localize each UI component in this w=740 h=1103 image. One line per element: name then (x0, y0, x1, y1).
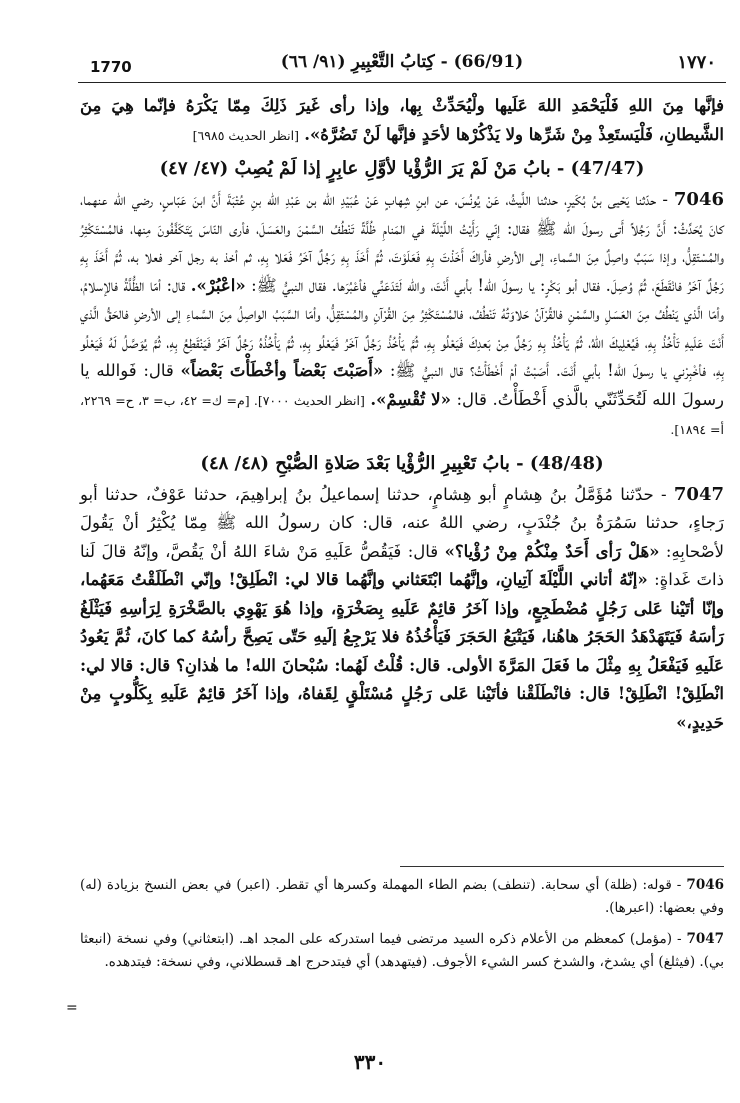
hadith-7046-quote-1: «اعْبُرْ». (190, 275, 246, 295)
hadith-7046-quote-2: «أَصَبْتَ بَعْضاً وأخْطَأْتَ بَعْضاً» (180, 361, 384, 380)
intro-reference: [انظر الحديث ٦٩٨٥] (192, 127, 299, 143)
hadith-number-7047: 7047 (673, 483, 725, 505)
footnote-text: - (مؤمل) كمعظم من الأعلام ذكره السيد مرتضى فيما استدركه على المجد اهـ. (ابتعثاني) وفي نسخة (انبعثا بي). (فيثلغ) أي يشدخ، والشدخ كسر الشيء الأجوف. (فيتهدهد) أي فيتدحرج اهـ قسطلاني، وفي نسخة: فيتدهده. (80, 931, 724, 970)
footnote-text: - قوله: (ظلة) أي سحابة. (تنطف) بضم الطاء المهملة وكسرها أي تقطر. (اعبر) في بعض النسخ بزيادة (له) وفي بعضها: (اعبرها). (80, 877, 724, 916)
hadith-7046-text-2: قال: أمّا الظُّلَّةُ فالإسلامُ، وأمّا الَّذي يَنْطُفُ مِنَ العَسَلِ والسَّمْنِ فالقُرْآنُ حَلاوَتُهُ تَنْطُفُ، فالمُسْتَكْثِرُ مِنَ القُرْآنِ والمُسْتَقِلُّ، وأمّا السَّبَبُ الواصِلُ مِنَ السَّماءِ إلى الأرضِ فالحَقُّ الَّذي أَنْتَ عَلَيهِ تَأْخُذُ بِهِ، فَيُعْلِيكَ اللهُ، ثُمَّ يَأْخُذُ بِهِ رَجُلٌ مِنْ بَعدِكَ فَيَعْلُو بِهِ، ثُمَّ يَأْخُذُ رَجُلٌ آخَرُ فَيَعْلُو بِهِ، ثُمَّ يَأْخُذُهُ رَجُلٌ آخَرُ فَيَنْقَطِعُ بِهِ، ثُمَّ يُوَصَّلُ لَهُ فَيَعْلُو بِهِ، فأخْبِرْني يا رسولَ الله! بأبي أَنْتَ. أَصَبْتُ أمْ أَخْطَأْتُ؟ قال النبيُّ ﷺ: (80, 275, 725, 380)
header-page-number-arabic: ١٧٧٠ (677, 52, 716, 73)
hadith-7046-reference: [انظر الحديث ٧٠٠٠]. [م= ك= ٤٢، ب= ٣، ح= ٢٢٦٩، أ= ١٨٩٤]. (80, 392, 724, 437)
footnote-number: 7046 (686, 877, 724, 893)
running-header (78, 38, 726, 86)
section-heading-48: (48/48) - بابُ تَعْبِيرِ الرُّؤْيا بَعْدَ صَلاةِ الصُّبْحِ (٤٨/ ٤٨) (200, 452, 604, 474)
page-number: ٣٣٠ (353, 1050, 387, 1074)
hadith-7047-quote-2: «إنّهُ أتاني اللَّيْلَةَ آتِيانِ، وإنَّهُما ابْتَعَثاني وإنَّهُما قالا لي: انْطَلِقْ! وإنّي انْطَلَقْتُ مَعَهُما، وإنّا أتَيْنا عَلى رَجُلٍ مُضْطَجِعٍ، وإذا آخَرُ قائِمٌ عَلَيهِ بِصَخْرَةٍ، وإذا هُوَ يَهْوِي بالصَّخْرَةِ لِرَأسِهِ فَيَثْلَغُ رَأسَهُ فَيَتَهَدْهَدُ الحَجَرُ هاهُنا، فَيَتْبَعُ الحَجَرَ فَيَأْخُذُهُ فلا يَرْجِعُ إلَيهِ حَتّى يَصِحَّ رأسُهُ كما كانَ، ثُمَّ يَعُودُ عَلَيهِ فَيَفْعَلُ بِهِ مِثْلَ ما فَعَلَ المَرَّةَ الأولى. قال: قُلْتُ لَهُما: سُبْحانَ الله! ما هٰذانِ؟ قال: قالا لي: انْطَلِقْ! انْطَلِقْ! قال: فانْطَلَقْنا فأتَيْنا عَلى رَجُلٍ مُسْتَلْقٍ لِقَفاهُ، وإذا آخَرُ قائِمٌ عَلَيهِ بِكَلُّوبٍ مِنْ حَدِيدٍ،» (80, 570, 724, 732)
footnotes (80, 874, 724, 982)
hadith-7046 (80, 186, 724, 445)
hadith-7046-text-3: قال: فَوالله يا رسولَ الله لَتُحَدِّثَنّي بالَّذي أَخْطَأْتُ. قال: (80, 361, 725, 409)
footnote-7047 (80, 928, 724, 974)
header-rule (78, 82, 726, 83)
intro-paragraph (80, 92, 724, 150)
section-heading-47: (47/47) - بابُ مَنْ لَمْ يَرَ الرُّؤْيا لأوَّلِ عابِرٍ إذا لَمْ يُصِبْ (٤٧/ ٤٧) (159, 158, 645, 179)
hadith-7047-text-2: قال: فَيَقُصُّ عَلَيهِ مَنْ شاءَ اللهُ أنْ يَقُصَّ، وإنّهُ قالَ لَنا ذاتَ غَداةٍ: (80, 541, 724, 589)
hadith-7047 (80, 481, 724, 738)
hadith-7047-quote-1: «هَلْ رَأى أَحَدٌ مِنْكُمْ مِنْ رُؤْيا؟» (444, 541, 660, 561)
hadith-7046-text: - حدّثنا يَحْيى بنُ بُكَيرٍ، حدثنا اللَّيثُ، عَنْ يُونُسَ، عن ابنِ شِهابٍ عَنْ عُبَيْدِ الله بن عَبْدِ الله بنِ عُتْبَةَ أَنَّ ابنَ عَبّاسٍ، رضي الله عنهما، كانَ يُحَدِّثُ: أَنَّ رَجُلاً أَتى رسولَ الله ﷺ فقال: إنّي رَأَيْتُ اللَّيْلَةَ في المَنامِ ظُلَّةً تَنْطُفُ السَّمْنَ والعَسَلَ، فأرى النّاسَ يَتَكَفَّفُونَ مِنها، فالمُسْتَكْثِرُ والمُسْتَقِلُّ، وإذا سَبَبٌ واصِلٌ مِنَ السَّماءِ، إلى الأرضِ فأراكَ أَخَذْتَ بِهِ فَعَلَوْتَ، ثُمَّ أَخَذَ بِهِ رَجُلٌ آخَرُ فَعَلا بِهِ، ثم أخذ به رجل آخر فعلا به، ثُمَّ أَخَذَ بِهِ رَجُلٌ آخَرُ فانْقَطَعَ، ثُمَّ وُصِلَ. فقال أبو بَكْرٍ: يا رسولَ الله! بأبي أَنْتَ، والله لَتَدَعَنِّي فأعْبُرَها. فقال النبيُّ ﷺ: (80, 190, 725, 295)
hadith-number-7046: 7046 (673, 189, 724, 210)
hadith-7046-quote-3: «لا تُقْسِمْ». (370, 389, 451, 409)
header-title: (66/91) - كِتابُ التَّعْبِيرِ (٩١/ ٦٦) (280, 52, 524, 72)
footnote-7046 (80, 874, 724, 920)
footnote-rule (400, 866, 724, 867)
footnote-number: 7047 (686, 931, 725, 947)
hadith-7047-text: - حدّثنا مُؤَمَّلُ بنُ هِشامٍ أبو هِشامٍ، حدثنا إسماعيلُ بنُ إبراهِيمَ، حدثنا عَوْفٌ، حدثنا أبو رَجاءٍ، حدثنا سَمُرَةُ بنُ جُنْدَبٍ، رضي اللهُ عنه، قال: كان رسولُ الله ﷺ مِمّا يُكْثِرُ أنْ يَقُولَ لأصْحابِهِ: (80, 484, 725, 561)
main-text (80, 92, 724, 737)
header-page-number-latin: 1770 (90, 58, 132, 76)
intro-text: فإنَّها مِنَ اللهِ فَلْيَحْمَدِ اللهَ عَلَيها ولْيُحَدِّثْ بِها، وإذا رأى غَيرَ ذَلِكَ مِمّا يَكْرَهُ فإنّما هِيَ مِنَ الشَّيطانِ، فَلْيَستَعِذْ مِنْ شَرِّها ولا يَذْكُرْها لأحَدٍ فإنَّها لَنْ تَضُرَّهُ». (80, 96, 724, 144)
continuation-mark: = (66, 1000, 78, 1016)
